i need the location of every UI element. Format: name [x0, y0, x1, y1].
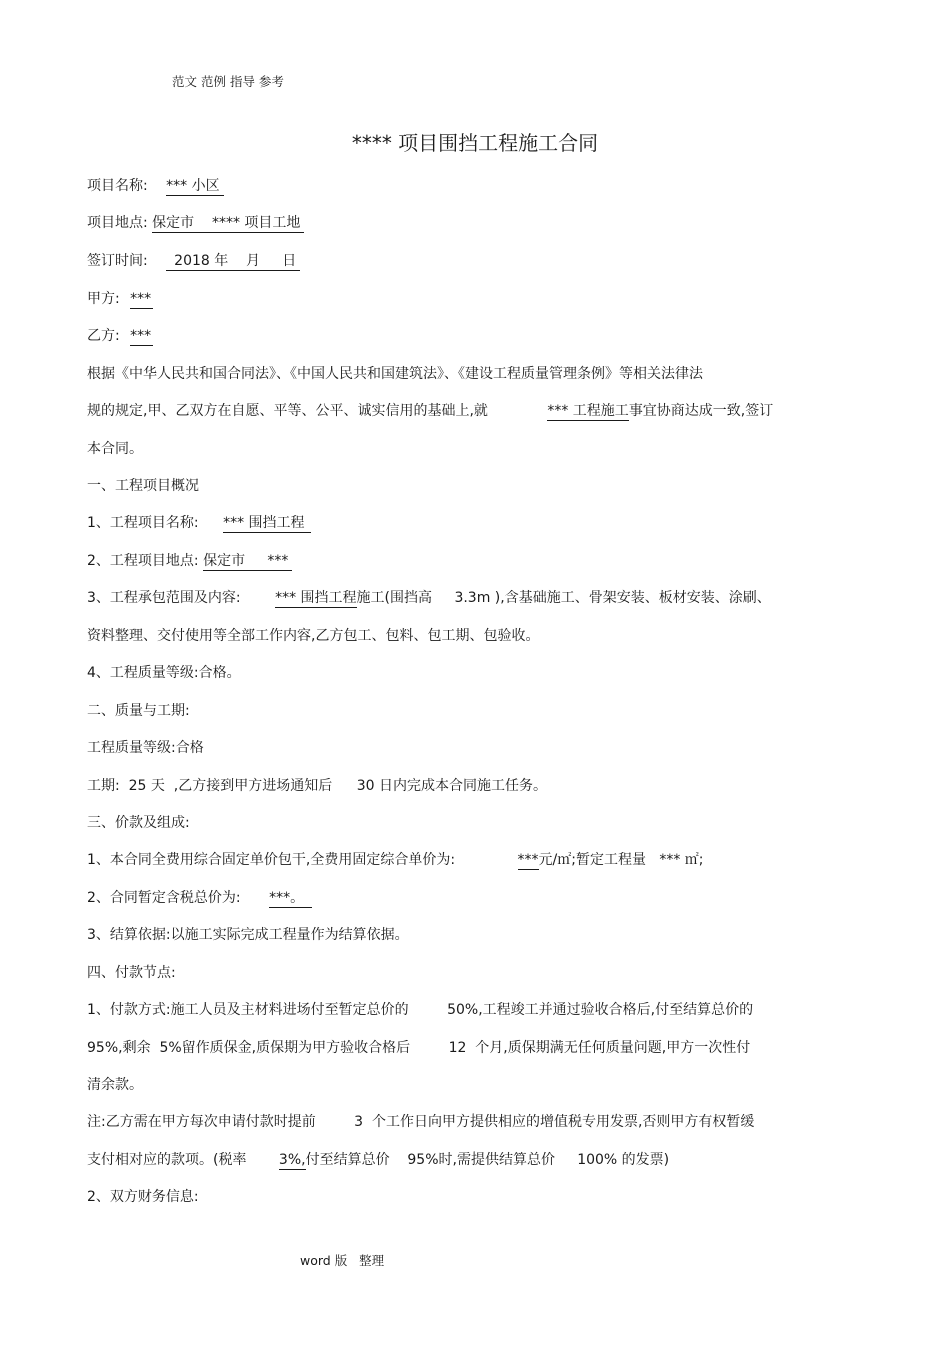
- s3-item-1-value: ***: [517, 852, 539, 868]
- project-name-row: [87, 176, 224, 196]
- s1-item-4: 4、工程质量等级:合格。: [87, 665, 241, 681]
- preamble-line-1: 根据《中华人民共和国合同法》、《中国人民共和国建筑法》、《建设工程质量管理条例》等相关法律法: [87, 366, 703, 382]
- s1-item-2-label: 2、工程项目地点:: [87, 553, 199, 569]
- s4-note-b: 3 个工作日向甲方提供相应的增值税专用发票,否则甲方有权暂缓: [354, 1114, 755, 1130]
- s2-quality: 工程质量等级:合格: [87, 740, 204, 756]
- preamble-project-value: *** 工程施工: [547, 403, 629, 419]
- party-b-label: 乙方:: [87, 328, 120, 344]
- section-3-heading: 三、价款及组成:: [87, 815, 190, 831]
- party-a-label: 甲方:: [87, 291, 120, 307]
- section-1-heading: 一、工程项目概况: [87, 478, 199, 494]
- preamble-text-c: 事宜协商达成一致,签订: [628, 403, 774, 419]
- s1-item-1-value: *** 围挡工程: [223, 514, 310, 533]
- sign-date-value: 2018 年 月 日: [166, 252, 300, 271]
- s4-note-e: 付至结算总价 95%时,需提供结算总价 100% 的发票): [305, 1152, 670, 1168]
- preamble-text-a: 规的规定,甲、乙双方在自愿、平等、公平、诚实信用的基础上,就: [87, 403, 488, 419]
- s1-item-1-label: 1、工程项目名称:: [87, 515, 199, 531]
- s3-item-2-row: [87, 888, 312, 908]
- s3-item-3: 3、结算依据:以施工实际完成工程量作为结算依据。: [87, 927, 409, 943]
- s1-item-3-row: [87, 588, 771, 608]
- s1-item-2-value: 保定市 ***: [203, 552, 292, 571]
- preamble-line-3: 本合同。: [87, 441, 143, 457]
- s1-item-3-rest-a: 施工(围挡高: [356, 590, 432, 606]
- sign-date-label: 签订时间:: [87, 253, 148, 269]
- s4-item-1-line-3: 清余款。: [87, 1077, 143, 1093]
- s1-item-3-label: 3、工程承包范围及内容:: [87, 590, 241, 606]
- s3-item-2-value: ***。: [269, 889, 312, 908]
- s4-item-1-c: 95%,剩余 5%留作质保金,质保期为甲方验收合格后: [87, 1040, 411, 1056]
- s3-item-1-label: 1、本合同全费用综合固定单价包干,全费用固定综合单价为:: [87, 852, 456, 868]
- s1-item-2-row: [87, 551, 292, 571]
- party-b-row: [87, 326, 153, 346]
- s2-period: [87, 776, 547, 796]
- sign-date-row: [87, 251, 300, 271]
- project-site-value: 保定市 **** 项目工地: [152, 214, 304, 233]
- party-a-value: ***: [130, 291, 152, 307]
- section-2-heading: 二、质量与工期:: [87, 703, 190, 719]
- project-name-value: *** 小区: [166, 177, 223, 196]
- s4-note-a: 注:乙方需在甲方每次申请付款时提前: [87, 1114, 316, 1130]
- s1-item-1-row: [87, 513, 311, 533]
- s2-period-a: 工期: 25 天 ,乙方接到甲方进场通知后: [87, 778, 333, 794]
- page-header: 范文 范例 指导 参考: [172, 74, 284, 89]
- page-footer: word 版 整理: [300, 1253, 385, 1268]
- s4-item-1-line-1: [87, 1000, 753, 1020]
- party-a-row: [87, 289, 153, 309]
- s4-item-1-a: 1、付款方式:施工人员及主材料进场付至暂定总价的: [87, 1002, 409, 1018]
- s2-period-b: 30 日内完成本合同施工任务。: [356, 778, 547, 794]
- s4-item-2: 2、双方财务信息:: [87, 1189, 199, 1205]
- s4-item-1-line-2: [87, 1038, 750, 1058]
- contract-title: **** 项目围挡工程施工合同: [351, 131, 599, 155]
- section-4-heading: 四、付款节点:: [87, 965, 176, 981]
- s4-note-line-1: [87, 1112, 754, 1132]
- s4-item-1-b: 50%,工程竣工并通过验收合格后,付至结算总价的: [447, 1002, 754, 1018]
- s4-note-tax-value: 3%,: [278, 1152, 306, 1168]
- s1-item-3-line-2: 资料整理、交付使用等全部工作内容,乙方包工、包料、包工期、包验收。: [87, 628, 540, 644]
- preamble-line-2: [87, 401, 773, 421]
- project-name-label: 项目名称:: [87, 178, 148, 194]
- s1-item-3-rest-b: 3.3m ),含基础施工、骨架安装、板材安装、涂刷、: [454, 590, 771, 606]
- s4-item-1-d: 12 个月,质保期满无任何质量问题,甲方一次性付: [448, 1040, 751, 1056]
- party-b-value: ***: [130, 328, 152, 344]
- project-site-label: 项目地点:: [87, 215, 148, 231]
- s4-note-c: 支付相对应的款项。(税率: [87, 1152, 247, 1168]
- project-site-row: [87, 213, 304, 233]
- s3-item-2-label: 2、合同暂定含税总价为:: [87, 890, 241, 906]
- s3-item-1-row: [87, 850, 703, 870]
- s1-item-3-value: *** 围挡工程: [275, 590, 357, 606]
- s4-note-line-2: [87, 1150, 669, 1170]
- s3-item-1-unit: 元/㎡;暂定工程量 *** ㎡;: [538, 852, 704, 868]
